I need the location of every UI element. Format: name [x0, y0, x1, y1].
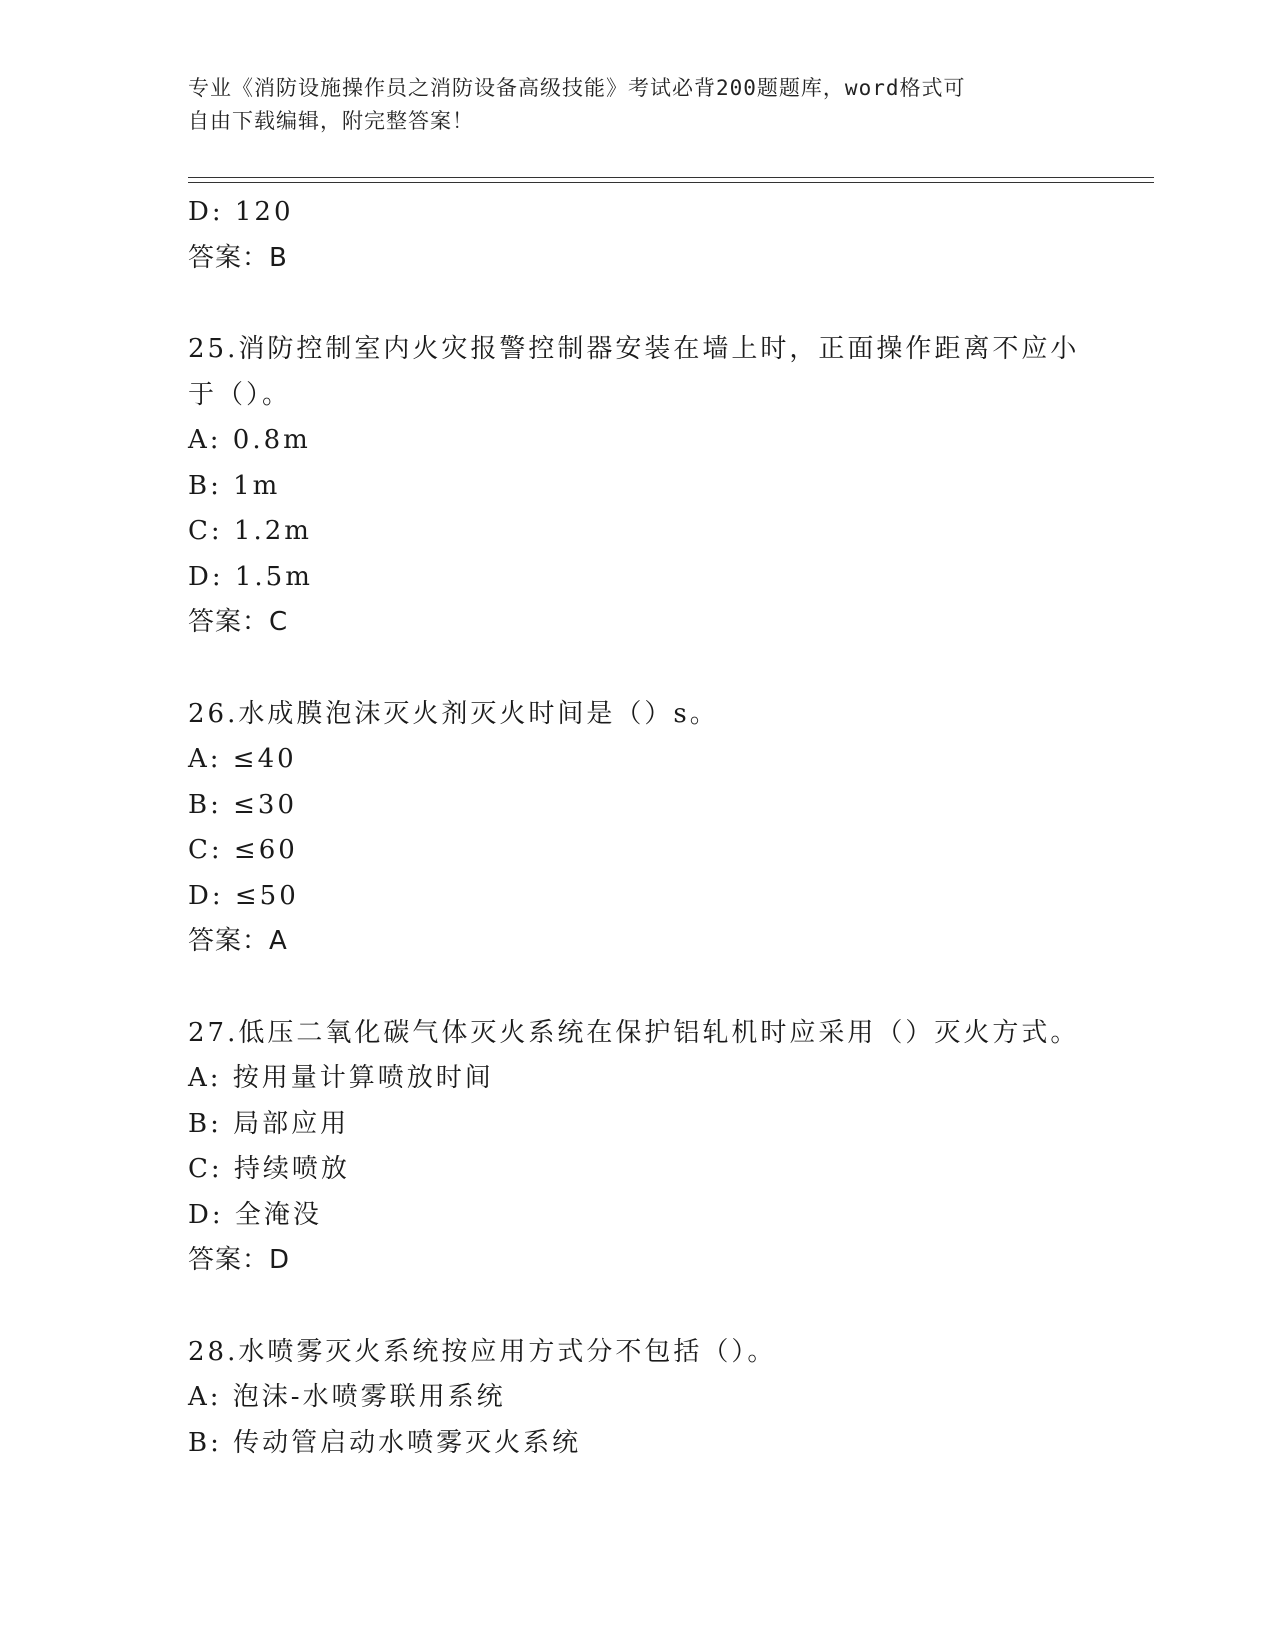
option-a: A: ≤40: [188, 744, 297, 774]
question-text: 27.低压二氧化碳气体灭火系统在保护铝轧机时应采用（）灭火方式。: [188, 1017, 1080, 1048]
option-b: B: 传动管启动水喷雾灭火系统: [188, 1427, 582, 1458]
header-divider-top: [188, 177, 1154, 178]
option-a: A: 按用量计算喷放时间: [188, 1063, 494, 1093]
option-c: C: 持续喷放: [188, 1154, 350, 1184]
answer-line: 答案：B: [188, 242, 288, 273]
question-text: 28.水喷雾灭火系统按应用方式分不包括（）。: [188, 1336, 777, 1367]
header-divider-bottom: [188, 182, 1154, 183]
header-line-2: 自由下载编辑，附完整答案！: [188, 109, 474, 133]
header-line-1: 专业《消防设施操作员之消防设备高级技能》考试必背200题题库，word格式可: [188, 76, 966, 100]
question-25: [188, 327, 1088, 646]
option-b: B: 局部应用: [188, 1108, 350, 1139]
option-d: D: 120: [188, 197, 294, 227]
spacer: [188, 281, 1088, 327]
question-text: 26.水成膜泡沫灭火剂灭火时间是（）s。: [188, 698, 719, 729]
option-c: C: 1.2m: [188, 516, 312, 546]
document-body: [188, 190, 1088, 1466]
option-b: B: 1m: [188, 470, 281, 501]
spacer: [188, 965, 1088, 1011]
option-c: C: ≤60: [188, 835, 298, 865]
answer-line: 答案：A: [188, 926, 288, 956]
answer-line: 答案：D: [188, 1245, 291, 1275]
question-28: [188, 1330, 1088, 1467]
option-d: D: 全淹没: [188, 1199, 322, 1230]
document-header: [188, 72, 1068, 138]
answer-line: 答案：C: [188, 607, 289, 637]
option-a: A: 泡沫-水喷雾联用系统: [188, 1382, 506, 1412]
spacer: [188, 646, 1088, 692]
question-26: [188, 692, 1088, 965]
option-b: B: ≤30: [188, 789, 297, 820]
option-a: A: 0.8m: [188, 425, 311, 455]
option-d: D: 1.5m: [188, 561, 313, 592]
question-text: 25.消防控制室内火灾报警控制器安装在墙上时，正面操作距离不应小: [188, 334, 1080, 364]
spacer: [188, 1284, 1088, 1330]
question-text: 于（）。: [188, 379, 292, 410]
option-d: D: ≤50: [188, 880, 299, 911]
question-27: [188, 1011, 1088, 1284]
